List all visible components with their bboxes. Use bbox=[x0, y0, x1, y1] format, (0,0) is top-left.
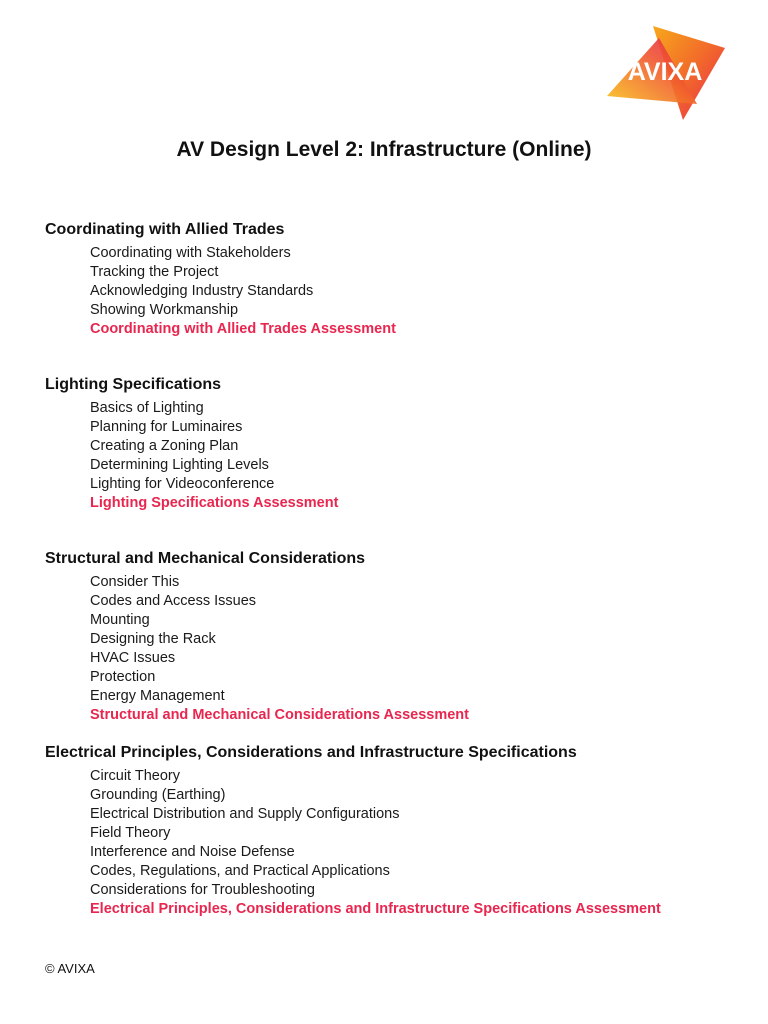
topic-item: Grounding (Earthing) bbox=[90, 787, 226, 803]
topic-item: Lighting for Videoconference bbox=[90, 476, 275, 492]
assessment-link[interactable]: Coordinating with Allied Trades Assessment bbox=[90, 321, 396, 337]
topic-list bbox=[90, 573, 469, 725]
page-title: AV Design Level 2: Infrastructure (Online) bbox=[176, 138, 592, 161]
topic-item: Acknowledging Industry Standards bbox=[90, 283, 314, 299]
assessment-link[interactable]: Lighting Specifications Assessment bbox=[90, 495, 339, 511]
avixa-logo-text: AVIXA bbox=[627, 58, 703, 86]
avixa-logo-mark bbox=[605, 24, 725, 122]
topic-item: Considerations for Troubleshooting bbox=[90, 882, 315, 898]
topic-item: Showing Workmanship bbox=[90, 302, 239, 318]
topic-item: Coordinating with Stakeholders bbox=[90, 245, 291, 261]
topic-item: Circuit Theory bbox=[90, 768, 180, 784]
topic-item: Codes and Access Issues bbox=[90, 593, 257, 609]
avixa-logo bbox=[605, 24, 725, 122]
topic-item: Mounting bbox=[90, 612, 150, 628]
topic-item: Energy Management bbox=[90, 688, 225, 704]
topic-item: Tracking the Project bbox=[90, 264, 219, 280]
topic-item: Interference and Noise Defense bbox=[90, 844, 295, 860]
section-heading: Coordinating with Allied Trades bbox=[45, 221, 285, 238]
topic-item: Consider This bbox=[90, 574, 180, 590]
topic-item: Determining Lighting Levels bbox=[90, 457, 269, 473]
topic-item: Planning for Luminaires bbox=[90, 419, 243, 435]
topic-item: Field Theory bbox=[90, 825, 171, 841]
topic-item: Designing the Rack bbox=[90, 631, 216, 647]
topic-list bbox=[90, 244, 396, 339]
topic-list bbox=[90, 767, 661, 919]
section-coordinating-allied-trades bbox=[45, 216, 396, 339]
topic-item: Creating a Zoning Plan bbox=[90, 438, 239, 454]
assessment-link[interactable]: Electrical Principles, Considerations and Infrastructure Specifications Assessment bbox=[90, 901, 661, 917]
topic-item: Basics of Lighting bbox=[90, 400, 204, 416]
section-heading: Lighting Specifications bbox=[45, 376, 222, 393]
section-heading: Electrical Principles, Considerations and Infrastructure Specifications bbox=[45, 744, 577, 761]
topic-list bbox=[90, 399, 338, 513]
section-lighting-specifications bbox=[45, 371, 338, 513]
topic-item: Electrical Distribution and Supply Configurations bbox=[90, 806, 400, 822]
section-heading: Structural and Mechanical Considerations bbox=[45, 550, 366, 567]
topic-item: Protection bbox=[90, 669, 156, 685]
topic-item: Codes, Regulations, and Practical Applications bbox=[90, 863, 390, 879]
section-structural-mechanical bbox=[45, 545, 469, 725]
assessment-link[interactable]: Structural and Mechanical Considerations Assessment bbox=[90, 707, 469, 723]
section-electrical-principles bbox=[45, 739, 661, 919]
topic-item: HVAC Issues bbox=[90, 650, 176, 666]
copyright-footer: © AVIXA bbox=[45, 961, 95, 976]
